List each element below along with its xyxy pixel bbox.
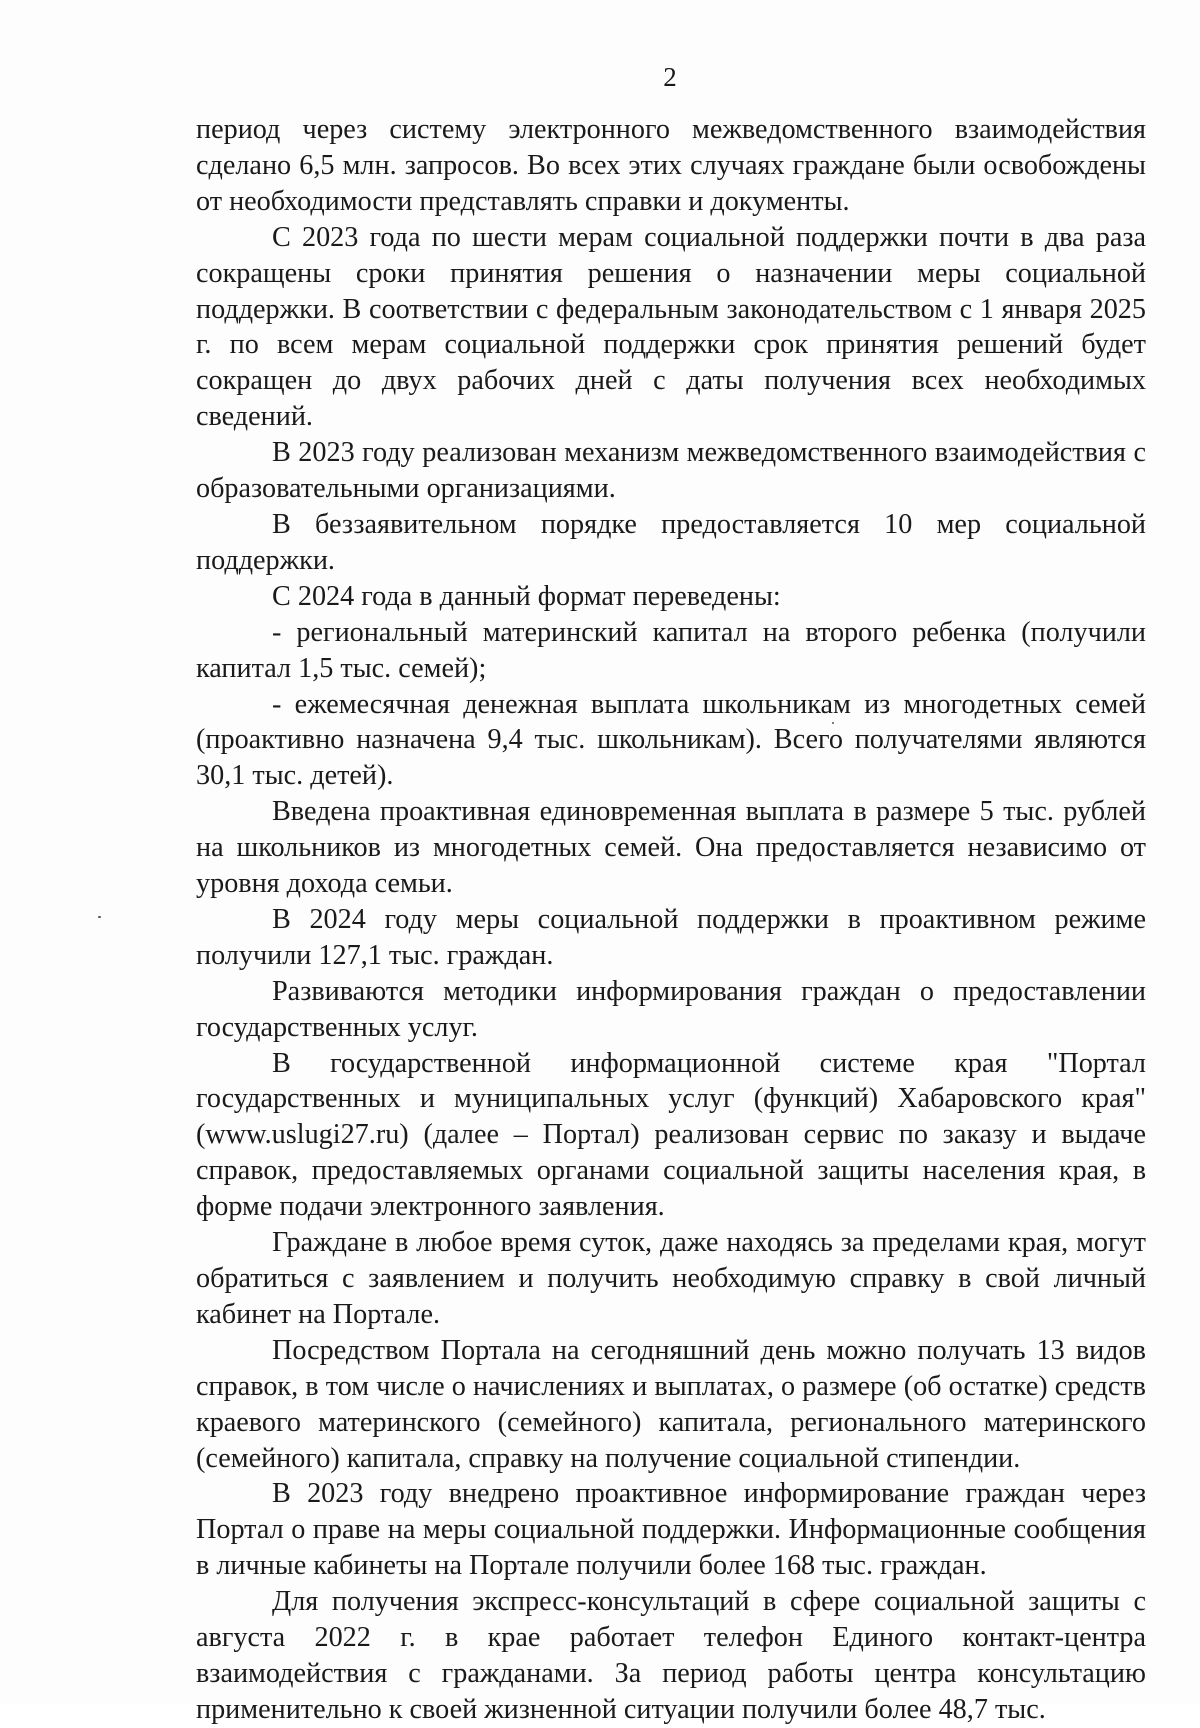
page-number: 2 [663, 62, 677, 92]
paragraph-6: Введена проактивная единовременная выплата в размере 5 тыс. рублей на школьников из многодетных семей. Она предоставляется независимо от уровня дохода семьи. [196, 796, 1146, 900]
document-body [196, 112, 1146, 1728]
paragraph-5: С 2024 года в данный формат переведены: [272, 580, 781, 612]
scan-speck [98, 916, 101, 918]
paragraph-2: С 2023 года по шести мерам социальной поддержки почти в два раза сокращены сроки принятия решения о назначении меры социальной поддержки. В соответствии с федеральным законодательством с 1 января 2025 г. по всем мерам социальной поддержки срок принятия решений будет сокращен до двух рабочих дней с даты получения всех необходимых сведений. [196, 221, 1146, 433]
paragraph-7: В 2024 году меры социальной поддержки в проактивном режиме получили 127,1 тыс. граждан. [196, 903, 1146, 971]
paragraph-11: Посредством Портала на сегодняшний день можно получать 13 видов справок, в том числе о начислениях и выплатах, о размере (об остатке) средств краевого материнского (семейного) капитала, регионального материнского (семейного) капитала, справку на получение социальной стипендии. [196, 1334, 1146, 1474]
paragraph-3: В 2023 году реализован механизм межведомственного взаимодействия с образовательными организациями. [196, 437, 1146, 505]
paragraph-9: В государственной информационной системе края "Портал государственных и муниципальных услуг (функций) Хабаровского края" (www.uslugi27.ru) (далее – Портал) реализован сервис по заказу и выдаче справок, предоставляемых органами социальной защиты населения края, в форме подачи электронного заявления. [196, 1047, 1146, 1223]
list-item-1: - региональный материнский капитал на второго ребенка (получили капитал 1,5 тыс. семей); [196, 616, 1146, 684]
paragraph-1: период через систему электронного межведомственного взаимодействия сделано 6,5 млн. запросов. Во всех этих случаях граждане были освобождены от необходимости представлять справки и документы. [196, 114, 1146, 217]
paragraph-8: Развиваются методики информирования граждан о предоставлении государственных услуг. [196, 975, 1146, 1043]
paragraph-12: В 2023 году внедрено проактивное информирование граждан через Портал о праве на меры социальной поддержки. Информационные сообщения в личные кабинеты на Портале получили более 168 тыс. граждан. [196, 1478, 1146, 1582]
paragraph-10: Граждане в любое время суток, даже находясь за пределами края, могут обратиться с заявлением и получить необходимую справку в свой личный кабинет на Портале. [196, 1227, 1146, 1330]
paragraph-13: Для получения экспресс-консультаций в сфере социальной защиты с августа 2022 г. в крае работает телефон Единого контакт-центра взаимодействия с гражданами. За период работы центра консультацию применительно к своей жизненной ситуации получили более 48,7 тыс. [196, 1586, 1146, 1725]
paragraph-4: В беззаявительном порядке предоставляется 10 мер социальной поддержки. [196, 508, 1146, 576]
scan-speck [832, 722, 834, 724]
list-item-2: - ежемесячная денежная выплата школьникам из многодетных семей (проактивно назначена 9,4 тыс. школьникам). Всего получателями являются 30,1 тыс. детей). [196, 688, 1146, 792]
